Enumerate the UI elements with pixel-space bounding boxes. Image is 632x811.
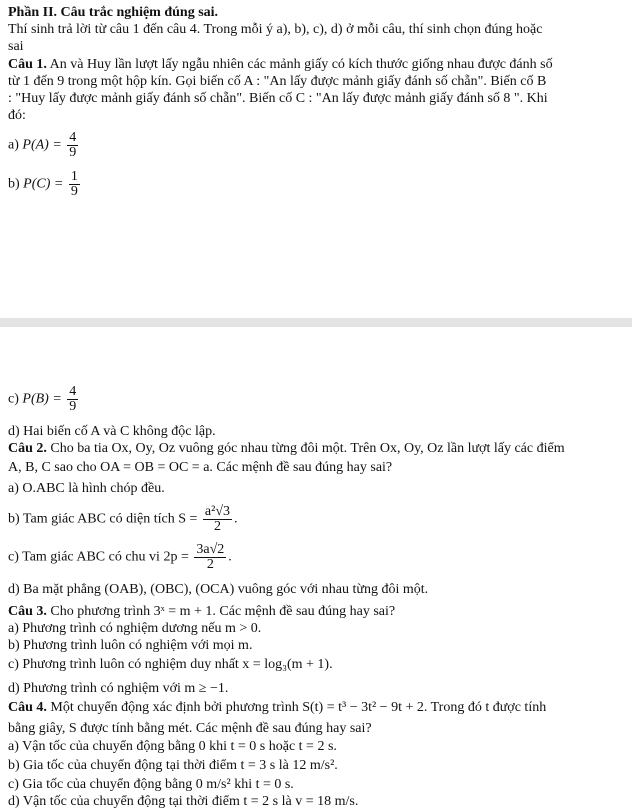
q2-c-fraction	[194, 543, 226, 572]
q1-a-fraction	[67, 131, 78, 160]
q2-option-d: d) Ba mặt phẳng (OAB), (OBC), (OCA) vuông góc với nhau từng đôi một.	[8, 582, 429, 597]
q3-text-1: Cho phương trình 3ˣ = m + 1. Các mệnh đề sau đúng hay sai?	[46, 604, 396, 619]
q1-b-fraction	[69, 170, 80, 199]
q1-c-fraction	[67, 385, 78, 414]
q1-c-num: 4	[69, 384, 77, 399]
q2-label: Câu 2.	[8, 441, 47, 456]
q4-option-b: b) Gia tốc của chuyển động tại thời điểm t = 3 s là 12 m/s².	[8, 758, 338, 773]
q3-option-b: b) Phương trình luôn có nghiệm với mọi m.	[8, 638, 253, 653]
q4-option-a: a) Vận tốc của chuyển động bằng 0 khi t = 0 s hoặc t = 2 s.	[8, 739, 337, 754]
q1-c-label: c)	[8, 391, 19, 407]
q2-option-c: c) Tam giác ABC có chu vi 2p = $\frac{3a√2}{2}$ .	[8, 542, 232, 572]
q1-line-4: đó:	[8, 108, 26, 123]
q2-option-a: a) O.ABC là hình chóp đều.	[8, 481, 165, 496]
q1-a-expr: P(A) =	[22, 137, 62, 153]
q4-text-1: Một chuyển động xác định bởi phương trình S(t) = t³ − 3t² − 9t + 2. Trong đó t được tính	[46, 700, 547, 715]
instruction-line-1: Thí sinh trả lời từ câu 1 đến câu 4. Trong mỗi ý a), b), c), d) ở mỗi câu, thí sinh chọn đúng hoặc	[8, 22, 543, 37]
q4-line-2: bằng giây, S được tính bằng mét. Các mệnh đề sau đúng hay sai?	[8, 721, 372, 736]
q1-line-2: từ 1 đến 9 trong một hộp kín. Gọi biến cố A : "An lấy được mảnh giấy đánh số chẵn". Biến cố B	[8, 74, 547, 89]
q1-a-den: 9	[69, 145, 77, 160]
q1-b-label: b)	[8, 176, 20, 192]
q2-line-1	[8, 440, 565, 457]
q1-b-expr: P(C) =	[23, 176, 64, 192]
q2-b-den: 2	[213, 519, 221, 534]
q1-c-expr: P(B) =	[22, 391, 62, 407]
section-title: Phần II. Câu trắc nghiệm đúng sai.	[8, 5, 219, 20]
q2-b-fraction	[203, 505, 232, 534]
q3-label: Câu 3.	[8, 604, 47, 619]
q2-line-2: A, B, C sao cho OA = OB = OC = a. Các mệnh đề sau đúng hay sai?	[8, 460, 393, 475]
q2-b-num: a²√3	[204, 504, 231, 519]
q1-text-1: An và Huy lần lượt lấy ngẫu nhiên các mảnh giấy có kích thước giống nhau được đánh số	[46, 57, 553, 72]
q1-a-num: 4	[69, 130, 77, 145]
q3-option-d: d) Phương trình có nghiệm với m ≥ −1.	[8, 681, 229, 696]
q1-b-den: 9	[70, 184, 78, 199]
q1-option-a	[8, 131, 80, 160]
q4-option-d: d) Vận tốc của chuyển động tại thời điểm t = 2 s là v = 18 m/s.	[8, 794, 359, 809]
q4-label: Câu 4.	[8, 700, 47, 715]
q3-option-a: a) Phương trình có nghiệm dương nếu m > 0.	[8, 621, 262, 636]
q2-c-text: c) Tam giác ABC có chu vi 2p =	[8, 549, 189, 565]
q1-c-den: 9	[69, 399, 77, 414]
q1-a-label: a)	[8, 137, 19, 153]
q1-option-b	[8, 170, 82, 199]
q1-line-3: : "Huy lấy được mảnh giấy đánh số chẵn". Biến cố C : "An lấy được mảnh giấy đánh số 8 ". Khi	[8, 91, 548, 106]
q3-option-c: c) Phương trình luôn có nghiệm duy nhất x = log₃(m + 1).	[8, 657, 333, 672]
q2-c-den: 2	[206, 557, 214, 572]
q1-option-c	[8, 385, 80, 414]
q2-c-num: 3a√2	[196, 542, 225, 557]
q4-line-1	[8, 699, 546, 716]
q1-label: Câu 1.	[8, 57, 47, 72]
q1-b-num: 1	[70, 169, 78, 184]
page-separator	[0, 318, 632, 327]
q2-option-b: b) Tam giác ABC có diện tích S = $\frac{\text{a²√3}}{2}$ .	[8, 504, 238, 534]
q4-option-c: c) Gia tốc của chuyển động bằng 0 m/s² khi t = 0 s.	[8, 777, 294, 792]
q2-text-1: Cho ba tia Ox, Oy, Oz vuông góc nhau từng đôi một. Trên Ox, Oy, Oz lần lượt lấy các điểm	[46, 441, 565, 456]
q1-option-d: d) Hai biến cố A và C không độc lập.	[8, 424, 216, 439]
instruction-line-2: sai	[8, 39, 24, 54]
q3-line-1	[8, 603, 395, 620]
q2-b-text: b) Tam giác ABC có diện tích S =	[8, 511, 198, 527]
q1-line-1	[8, 56, 553, 73]
